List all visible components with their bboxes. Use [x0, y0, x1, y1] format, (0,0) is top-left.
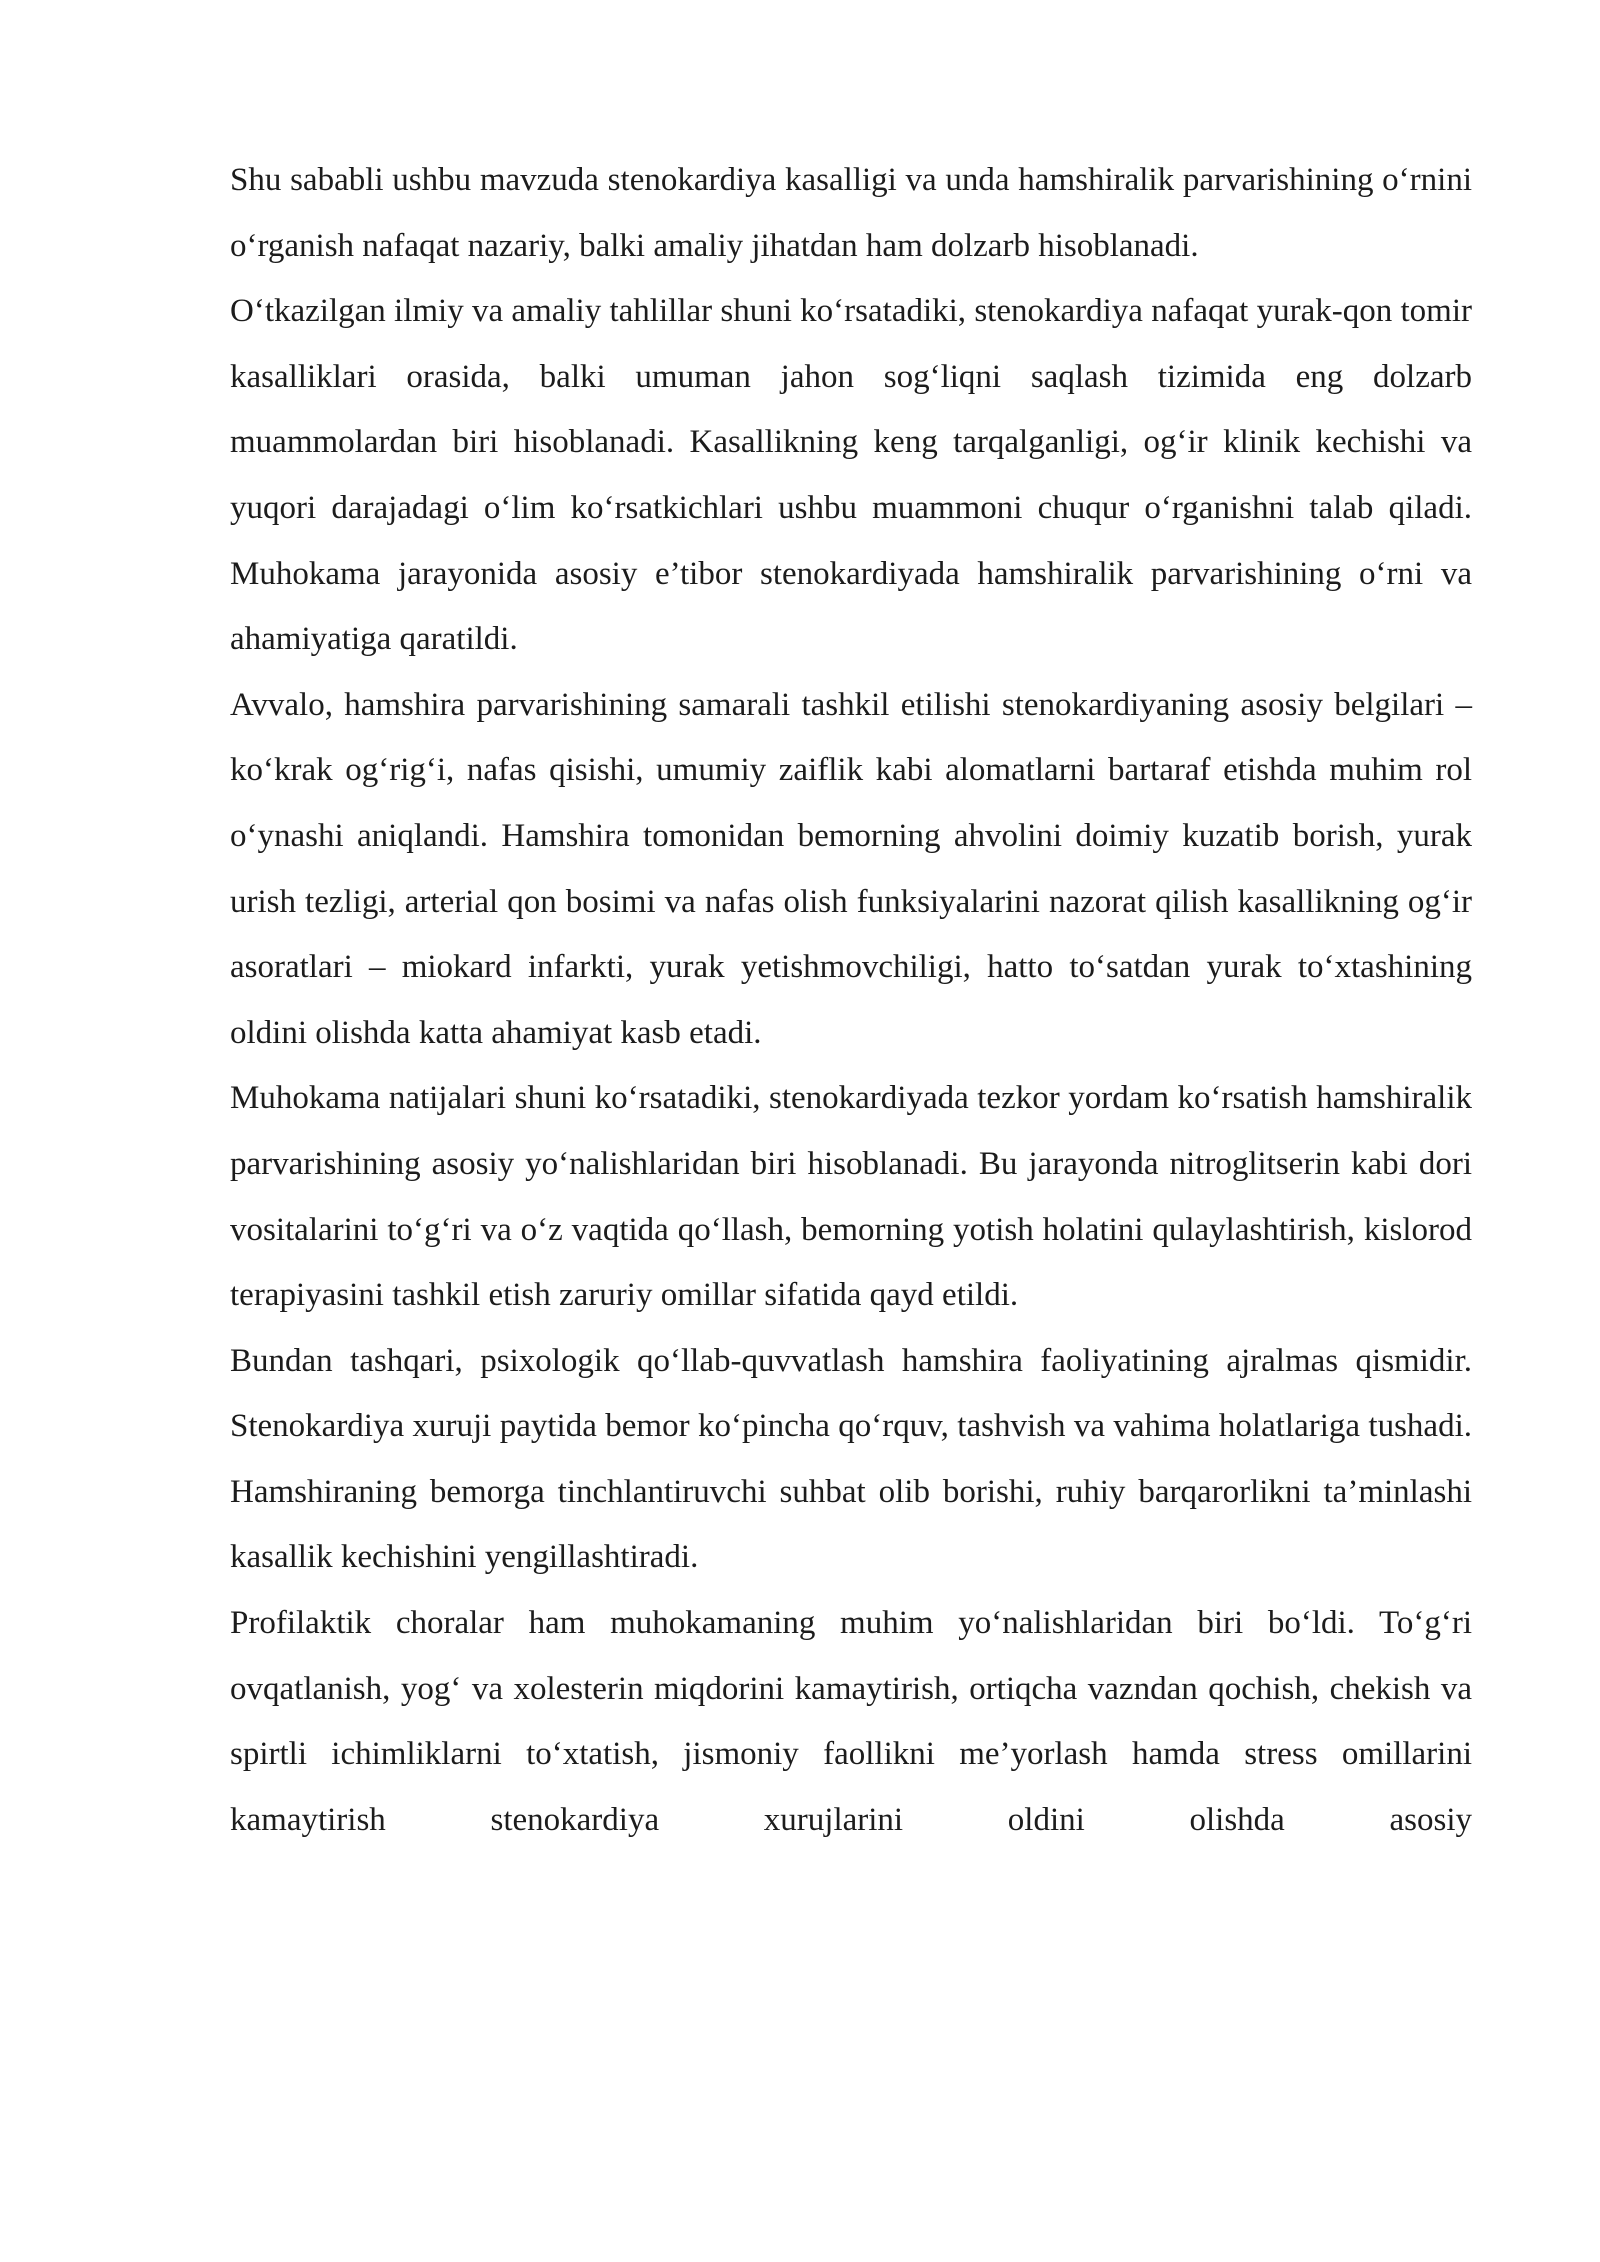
paragraph-emergency-help: Muhokama natijalari shuni ko‘rsatadiki, stenokardiyada tezkor yordam ko‘rsatish hamshiralik parvarishining asosiy yo‘nalishlaridan biri hisoblanadi. Bu jarayonda nitroglitserin kabi dori vositalarini to‘g‘ri va o‘z vaqtida qo‘llash, bemorning yotish holatini qulaylashtirish, kislorod terapiyasini tashkil etish zaruriy omillar sifatida qayd etildi.	[230, 1080, 1472, 1314]
paragraph-intro: Shu sababli ushbu mavzuda stenokardiya kasalligi va unda hamshiralik parvarishining o‘rnini o‘rganish nafaqat nazariy, balki amaliy jihatdan ham dolzarb hisoblanadi.	[230, 162, 1472, 264]
paragraph-psychological-support: Bundan tashqari, psixologik qo‘llab-quvvatlash hamshira faoliyatining ajralmas qismidir. Stenokardiya xuruji paytida bemor ko‘pincha qo‘rquv, tashvish va vahima holatlariga tushadi. Hamshiraning bemorga tinchlantiruvchi suhbat olib borishi, ruhiy barqarorlikni ta’minlashi kasallik kechishini yengillashtiradi.	[230, 1342, 1472, 1576]
paragraph-prevention: Profilaktik choralar ham muhokamaning muhim yo‘nalishlaridan biri bo‘ldi. To‘g‘ri ovqatlanish, yog‘ va xolesterin miqdorini kamaytirish, ortiqcha vazndan qochish, chekish va spirtli ichimliklarni to‘xtatish, jismoniy faollikni me’yorlash hamda stress omillarini kamaytirish stenokardiya xurujlarini oldini olishda asosiy	[230, 1605, 1472, 1838]
paragraph-nursing-care: Avvalo, hamshira parvarishining samarali tashkil etilishi stenokardiyaning asosiy belgilari – ko‘krak og‘rig‘i, nafas qisishi, umumiy zaiflik kabi alomatlarni bartaraf etishda muhim rol o‘ynashi aniqlandi. Hamshira tomonidan bemorning ahvolini doimiy kuzatib borish, yurak urish tezligi, arterial qon bosimi va nafas olish funksiyalarini nazorat qilish kasallikning og‘ir asoratlari – miokard infarkti, yurak yetishmovchiligi, hatto to‘satdan yurak to‘xtashining oldini olishda katta ahamiyat kasb etadi.	[230, 686, 1472, 1051]
document-page	[230, 148, 1472, 1853]
paragraph-analysis: O‘tkazilgan ilmiy va amaliy tahlillar shuni ko‘rsatadiki, stenokardiya nafaqat yurak-qon tomir kasalliklari orasida, balki umuman jahon sog‘liqni saqlash tizimida eng dolzarb muammolardan biri hisoblanadi. Kasallikning keng tarqalganligi, og‘ir klinik kechishi va yuqori darajadagi o‘lim ko‘rsatkichlari ushbu muammoni chuqur o‘rganishni talab qiladi. Muhokama jarayonida asosiy e’tibor stenokardiyada hamshiralik parvarishining o‘rni va ahamiyatiga qaratildi.	[230, 293, 1472, 658]
